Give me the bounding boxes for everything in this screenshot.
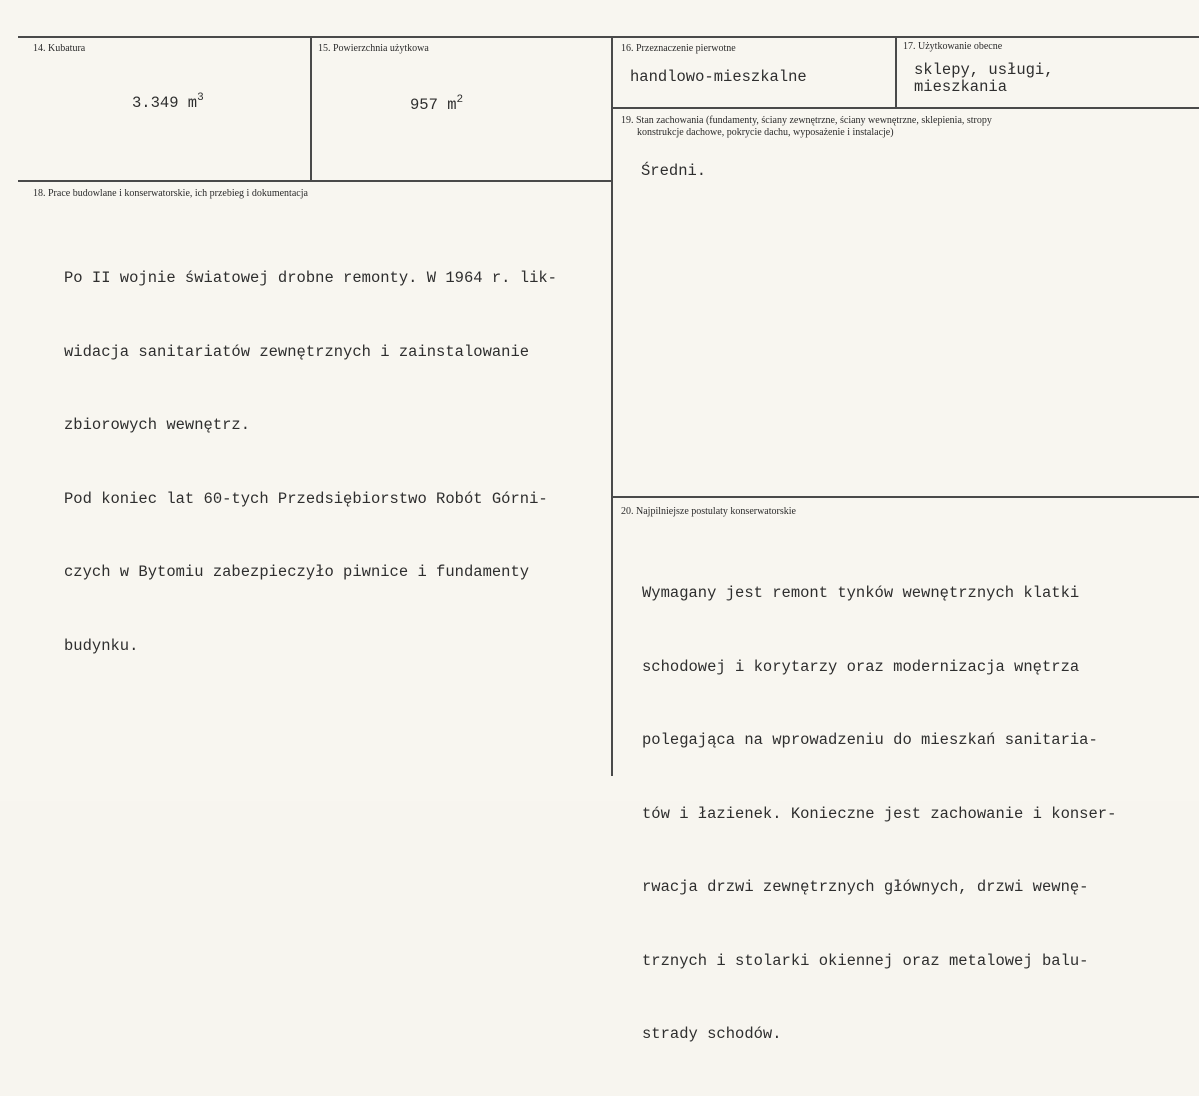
kubatura-unit-exponent: 3 [197,92,204,104]
powierzchnia-value: 957 m [410,96,457,114]
field-20-value [642,532,1116,1096]
field-15-label: 15. Powierzchnia użytkowa [318,43,429,54]
field-18-line: zbiorowych wewnętrz. [64,416,251,434]
field-18-label: 18. Prace budowlane i konserwatorskie, ich przebieg i dokumentacja [33,188,308,199]
field-17-label: 17. Użytkowanie obecne [903,41,1003,52]
field-14-value [132,86,204,116]
field-14-label: 14. Kubatura [33,43,86,54]
field-17-line: mieszkania [914,78,1008,96]
powierzchnia-unit-exponent: 2 [456,94,464,106]
row2-rule-right [612,496,1199,498]
field-20-label: 20. Najpilniejsze postulaty konserwatorskie [621,506,796,517]
col-divider-14-15 [310,36,312,181]
field-20-line: polegająca na wprowadzeniu do mieszkań sanitaria- [642,731,1098,749]
row1-bottom-rule-left [18,180,612,182]
field-20-line: schodowej i korytarzy oraz modernizacja wnętrza [642,657,1080,676]
field-19-label [621,115,1181,139]
field-15-value [410,88,463,118]
kubatura-value: 3.349 m [132,94,198,112]
field-19-value: Średni. [641,162,707,180]
field-18-line: widacja sanitariatów zewnętrznych i zainstalowanie [64,342,530,361]
field-18-line: budynku. [64,636,139,655]
col-divider-main [611,36,613,776]
field-18-value [64,217,557,707]
field-17-line: sklepy, usługi, [914,61,1054,79]
field-16-value: handlowo-mieszkalne [630,68,807,86]
field-19-label-line: 19. Stan zachowania (fundamenty, ściany zewnętrzne, ściany wewnętrzne, sklepienia, stropy [621,115,992,126]
field-19-label-line: konstrukcje dachowe, pokrycie dachu, wyposażenie i instalacje) [637,127,894,138]
field-16-label: 16. Przeznaczenie pierwotne [621,43,736,54]
field-18-line: Pod koniec lat 60-tych Przedsiębiorstwo Robót Górni- [64,489,548,508]
field-20-line: strady schodów. [642,1025,782,1043]
field-20-line: rwacja drzwi zewnętrznych głównych, drzwi wewnę- [642,878,1089,896]
field-17-value [914,62,1054,96]
col-divider-16-17 [895,36,897,108]
row1-bottom-rule-right [612,107,1199,109]
field-20-line: tów i łazienek. Konieczne jest zachowanie i konser- [642,804,1117,823]
field-20-line: trznych i stolarki okiennej oraz metalowej balu- [642,951,1089,970]
field-18-line: czych w Bytomiu zabezpieczyło piwnice i fundamenty [64,563,530,581]
top-rule [18,36,1199,38]
field-20-line: Wymagany jest remont tynków wewnętrznych klatki [642,584,1080,602]
field-18-line: Po II wojnie światowej drobne remonty. W 1964 r. lik- [64,269,557,287]
